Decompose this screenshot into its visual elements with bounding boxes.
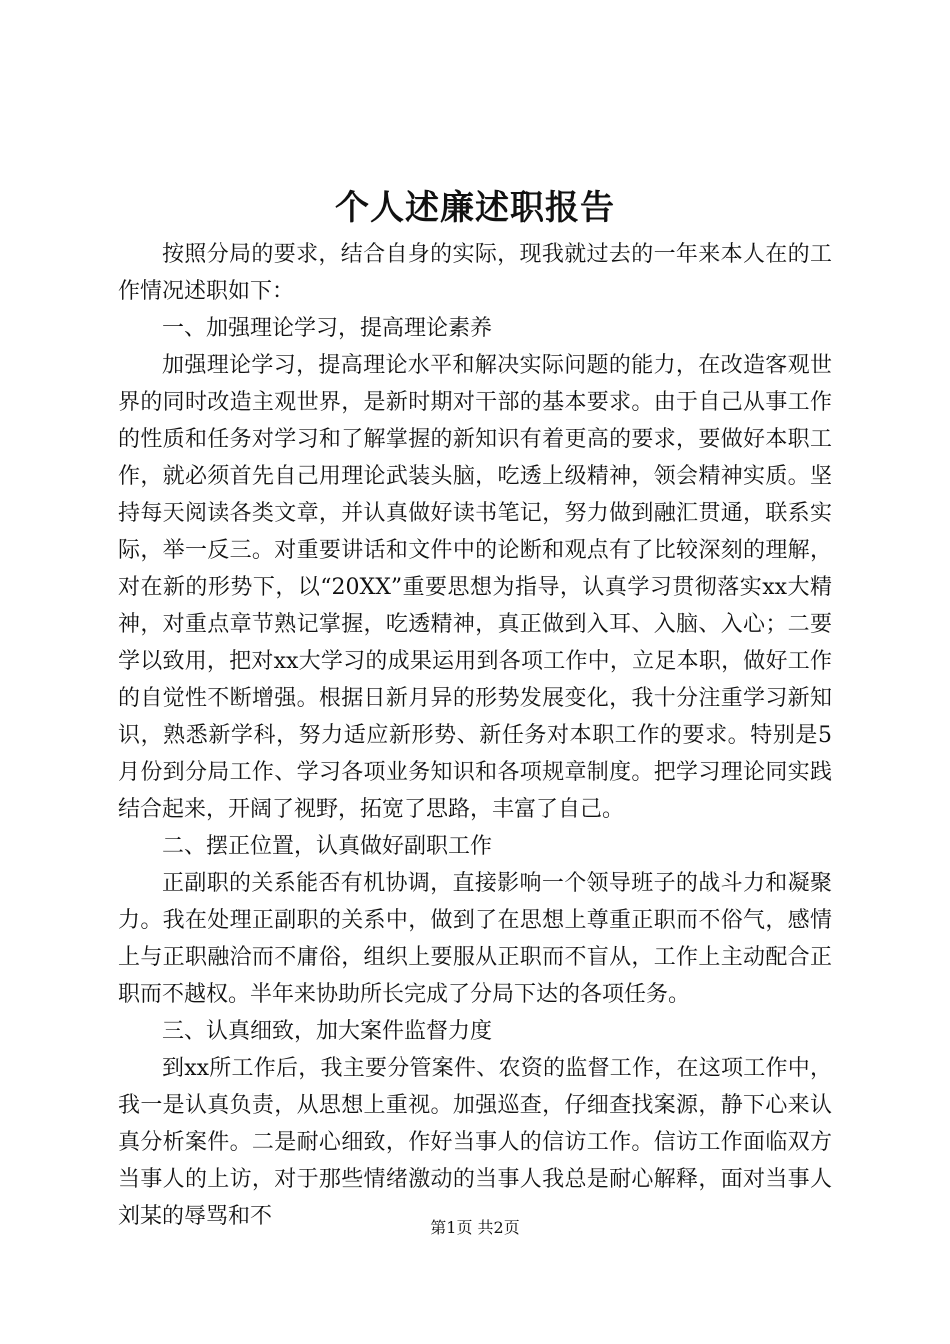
- section-heading-2: 二、摆正位置，认真做好副职工作: [162, 834, 493, 859]
- intro-paragraph: 按照分局的要求，结合自身的实际，现我就过去的一年来本人在的工作情况述职如下：: [118, 242, 832, 304]
- document-body: [118, 236, 832, 1235]
- document-title: 个人述廉述职报告: [335, 188, 615, 228]
- page-footer: 第1页 共2页: [430, 1218, 520, 1237]
- section-heading-1: 一、加强理论学习，提高理论素养: [162, 316, 493, 341]
- section-paragraph-2: 正副职的关系能否有机协调，直接影响一个领导班子的战斗力和凝聚力。我在处理正副职的关系中，做到了在思想上尊重正职而不俗气，感情上与正职融洽而不庸俗，组织上要服从正职而不盲从，工作上主动配合正职而不越权。半年来协助所长完成了分局下达的各项任务。: [118, 871, 832, 1007]
- section-paragraph-1: 加强理论学习，提高理论水平和解决实际问题的能力，在改造客观世界的同时改造主观世界，是新时期对干部的基本要求。由于自己从事工作的性质和任务对学习和了解掌握的新知识有着更高的要求，要做好本职工作，就必须首先自己用理论武装头脑，吃透上级精神，领会精神实质。坚持每天阅读各类文章，并认真做好读书笔记，努力做到融汇贯通，联系实际，举一反三。对重要讲话和文件中的论断和观点有了比较深刻的理解，对在新的形势下，以“20XX”重要思想为指导，认真学习贯彻落实xx大精神，对重点章节熟记掌握，吃透精神，真正做到入耳、入脑、入心；二要学以致用，把对xx大学习的成果运用到各项工作中，立足本职，做好工作的自觉性不断增强。根据日新月异的形势发展变化，我十分注重学习新知识，熟悉新学科，努力适应新形势、新任务对本职工作的要求。特别是5月份到分局工作、学习各项业务知识和各项规章制度。把学习理论同实践结合起来，开阔了视野，拓宽了思路，丰富了自己。: [118, 353, 832, 822]
- section-paragraph-3: 到xx所工作后，我主要分管案件、农资的监督工作，在这项工作中，我一是认真负责，从思想上重视。加强巡查，仔细查找案源，静下心来认真分析案件。二是耐心细致，作好当事人的信访工作。信访工作面临双方当事人的上访，对于那些情绪激动的当事人我总是耐心解释，面对当事人刘某的辱骂和不: [118, 1056, 832, 1229]
- section-heading-3: 三、认真细致，加大案件监督力度: [162, 1019, 493, 1044]
